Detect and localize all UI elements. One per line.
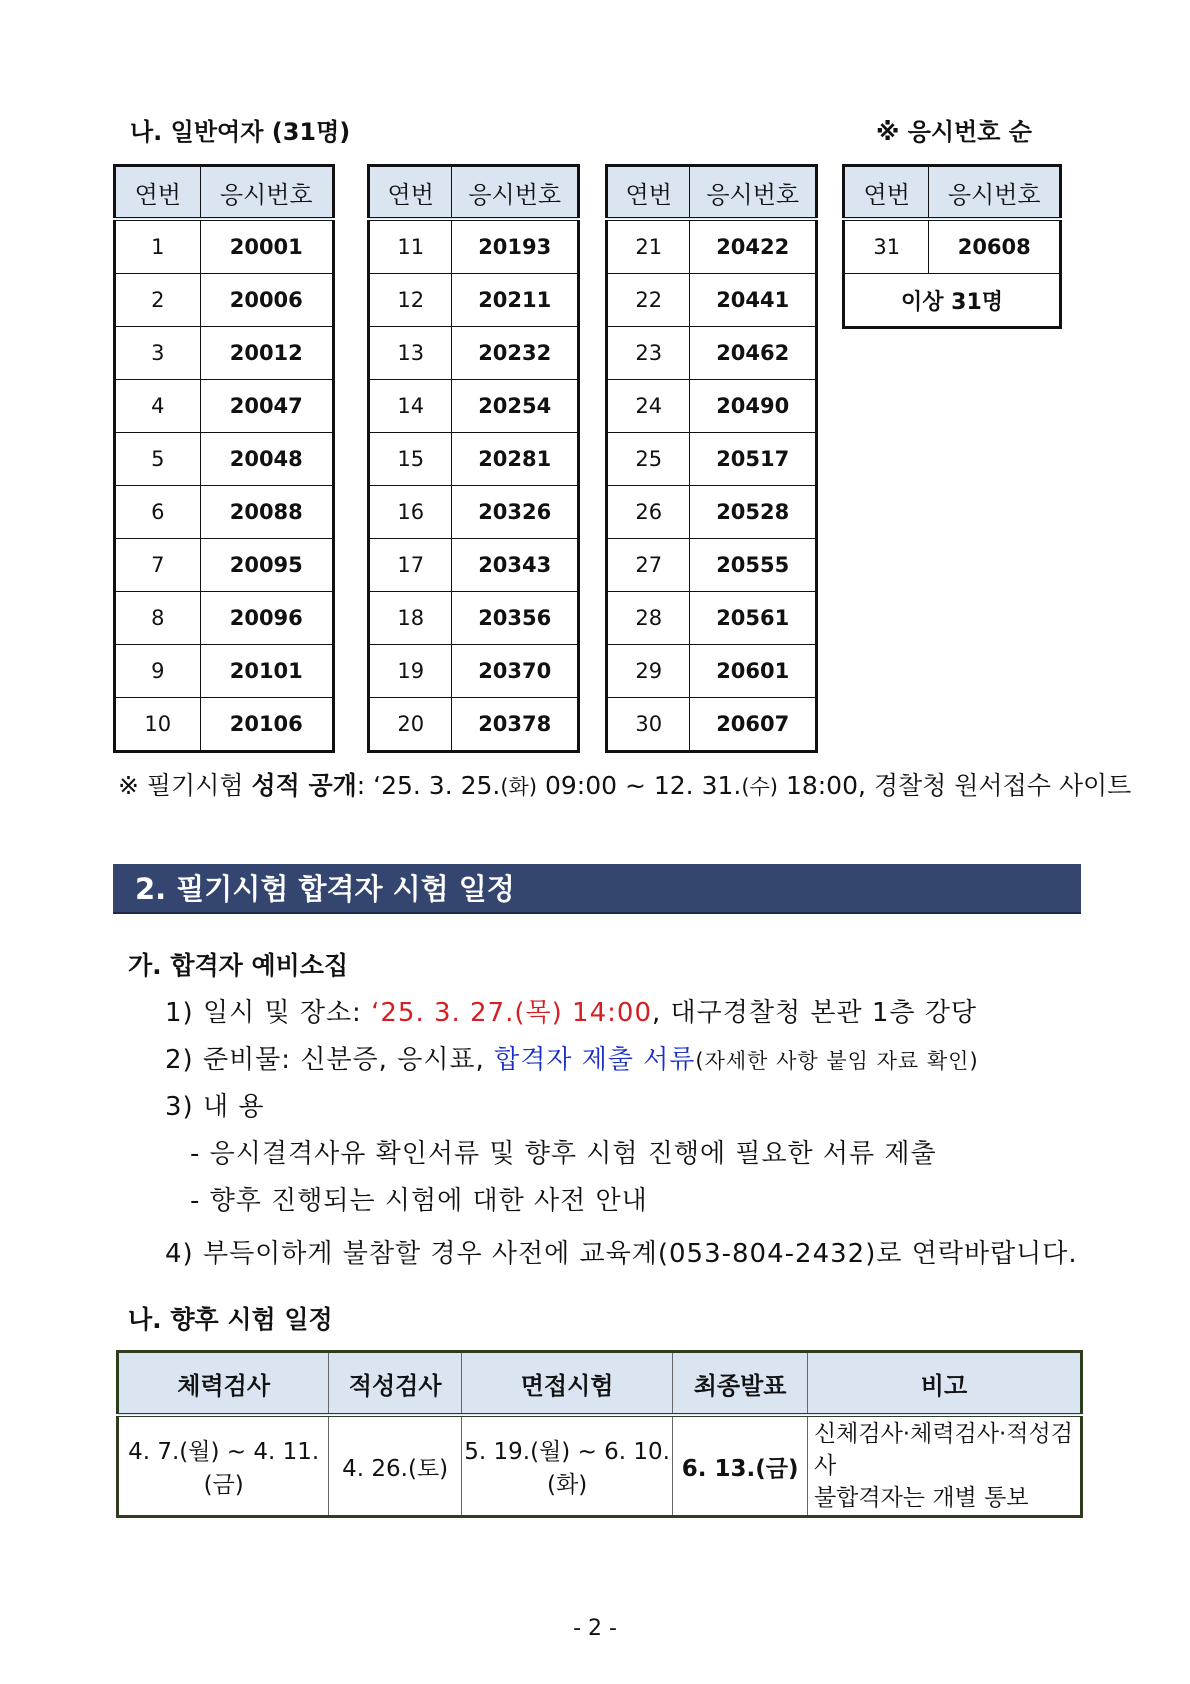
table-row <box>369 380 579 433</box>
applicant-table-4 <box>842 164 1062 329</box>
item-2-note: (자세한 사항 붙임 자료 확인) <box>695 1049 979 1073</box>
seq-cell: 10 <box>115 698 201 752</box>
seq-cell: 3 <box>115 327 201 380</box>
table-row <box>115 433 334 486</box>
fitness-dates: 4. 7.(월) ~ 4. 11.(금) <box>118 1415 329 1517</box>
table-row <box>607 219 817 274</box>
seq-cell: 14 <box>369 380 452 433</box>
page-number: - 2 - <box>573 1616 617 1641</box>
item-1-label: 1) 일시 및 장소: <box>165 998 372 1028</box>
applicant-id-cell: 20608 <box>929 219 1061 274</box>
seq-header: 연번 <box>844 166 929 220</box>
seq-header: 연번 <box>369 166 452 220</box>
applicant-id-cell: 20095 <box>200 539 333 592</box>
seq-cell: 1 <box>115 219 201 274</box>
total-row <box>844 274 1061 328</box>
seq-cell: 29 <box>607 645 690 698</box>
item-3-b: - 향후 진행되는 시험에 대한 사전 안내 <box>190 1186 648 1216</box>
table-row <box>369 592 579 645</box>
table-row <box>607 486 817 539</box>
section-2-title: 2. 필기시험 합격자 시험 일정 <box>113 864 1081 914</box>
seq-cell: 11 <box>369 219 452 274</box>
seq-cell: 12 <box>369 274 452 327</box>
note-day1: (화) <box>500 775 538 799</box>
applicant-id-cell: 20048 <box>200 433 333 486</box>
header-interview: 면접시험 <box>461 1352 672 1416</box>
applicant-id-cell: 20326 <box>452 486 579 539</box>
table-row <box>115 592 334 645</box>
table-row <box>607 592 817 645</box>
table-row <box>607 645 817 698</box>
id-header: 응시번호 <box>690 166 817 220</box>
table-row <box>607 539 817 592</box>
schedule-row <box>118 1415 1082 1517</box>
remark-line-1: 신체검사·체력검사·적성검사 <box>813 1421 1073 1479</box>
section-title: 나. 일반여자 (31명) <box>130 118 351 146</box>
seq-cell: 16 <box>369 486 452 539</box>
table-row <box>607 327 817 380</box>
applicant-id-cell: 20343 <box>452 539 579 592</box>
item-3-a: - 응시결격사유 확인서류 및 향후 시험 진행에 필요한 서류 제출 <box>190 1139 937 1169</box>
table-row <box>369 645 579 698</box>
note-day2: (수) <box>741 775 778 799</box>
applicant-id-cell: 20106 <box>200 698 333 752</box>
table-header-row <box>607 166 817 220</box>
applicant-id-cell: 20211 <box>452 274 579 327</box>
seq-header: 연번 <box>115 166 201 220</box>
table-row <box>369 219 579 274</box>
seq-cell: 5 <box>115 433 201 486</box>
seq-cell: 24 <box>607 380 690 433</box>
id-header: 응시번호 <box>200 166 333 220</box>
applicant-id-cell: 20356 <box>452 592 579 645</box>
order-note: ※ 응시번호 순 <box>876 118 1032 146</box>
applicant-table-3 <box>605 164 818 753</box>
table-header-row <box>844 166 1061 220</box>
table-row <box>115 274 334 327</box>
table-row <box>115 486 334 539</box>
seq-cell: 2 <box>115 274 201 327</box>
item-4: 4) 부득이하게 불참할 경우 사전에 교육계(053-804-2432)로 연락바랍니다. <box>165 1239 1078 1269</box>
header-final: 최종발표 <box>673 1352 808 1416</box>
table-row <box>607 433 817 486</box>
table-row <box>844 219 1061 274</box>
applicant-id-cell: 20561 <box>690 592 817 645</box>
note-date-end: 09:00 ~ 12. 31. <box>537 771 742 800</box>
applicant-id-cell: 20490 <box>690 380 817 433</box>
item-3: 3) 내 용 <box>165 1092 265 1122</box>
table-row <box>115 539 334 592</box>
seq-cell: 30 <box>607 698 690 752</box>
item-1-place: , 대구경찰청 본관 1층 강당 <box>652 998 978 1028</box>
id-header: 응시번호 <box>929 166 1061 220</box>
note-site: 18:00, 경찰청 원서접수 사이트 <box>778 771 1132 800</box>
seq-cell: 15 <box>369 433 452 486</box>
schedule-header-row <box>118 1352 1082 1416</box>
table-row <box>607 380 817 433</box>
subsection-b-title: 나. 향후 시험 일정 <box>128 1305 333 1334</box>
header-fitness: 체력검사 <box>118 1352 329 1416</box>
seq-header: 연번 <box>607 166 690 220</box>
seq-cell: 22 <box>607 274 690 327</box>
seq-cell: 7 <box>115 539 201 592</box>
table-row <box>369 698 579 752</box>
applicant-id-cell: 20101 <box>200 645 333 698</box>
seq-cell: 13 <box>369 327 452 380</box>
item-2 <box>165 1039 979 1076</box>
seq-cell: 18 <box>369 592 452 645</box>
table-row <box>115 327 334 380</box>
applicant-id-cell: 20088 <box>200 486 333 539</box>
id-header: 응시번호 <box>452 166 579 220</box>
applicant-id-cell: 20370 <box>452 645 579 698</box>
applicant-id-cell: 20232 <box>452 327 579 380</box>
table-row <box>369 327 579 380</box>
applicant-id-cell: 20096 <box>200 592 333 645</box>
applicant-table-2 <box>367 164 580 753</box>
table-row <box>115 219 334 274</box>
header-remark: 비고 <box>807 1352 1081 1416</box>
subsection-a-title: 가. 합격자 예비소집 <box>128 951 349 980</box>
seq-cell: 23 <box>607 327 690 380</box>
seq-cell: 20 <box>369 698 452 752</box>
seq-cell: 28 <box>607 592 690 645</box>
aptitude-date: 4. 26.(토) <box>329 1415 462 1517</box>
item-2-label: 2) 준비물: 신분증, 응시표, <box>165 1045 495 1075</box>
seq-cell: 8 <box>115 592 201 645</box>
table-row <box>607 698 817 752</box>
table-row <box>607 274 817 327</box>
applicant-id-cell: 20006 <box>200 274 333 327</box>
applicant-id-cell: 20047 <box>200 380 333 433</box>
applicant-id-cell: 20281 <box>452 433 579 486</box>
final-date: 6. 13.(금) <box>673 1415 808 1517</box>
applicant-id-cell: 20555 <box>690 539 817 592</box>
table-row <box>369 433 579 486</box>
applicant-id-cell: 20601 <box>690 645 817 698</box>
item-1-datetime: ‘25. 3. 27.(목) 14:00 <box>371 998 652 1028</box>
total-count: 이상 31명 <box>844 274 1061 328</box>
applicant-id-cell: 20528 <box>690 486 817 539</box>
applicant-id-cell: 20422 <box>690 219 817 274</box>
table-row <box>115 698 334 752</box>
schedule-table <box>116 1350 1083 1518</box>
remark-line-2: 불합격자는 개별 통보 <box>813 1485 1029 1511</box>
table-row <box>369 486 579 539</box>
note-bold: 성적 공개 <box>251 771 357 800</box>
applicant-id-cell: 20193 <box>452 219 579 274</box>
table-row <box>115 645 334 698</box>
seq-cell: 25 <box>607 433 690 486</box>
item-1 <box>165 992 977 1029</box>
seq-cell: 26 <box>607 486 690 539</box>
seq-cell: 9 <box>115 645 201 698</box>
applicant-id-cell: 20441 <box>690 274 817 327</box>
seq-cell: 6 <box>115 486 201 539</box>
seq-cell: 17 <box>369 539 452 592</box>
table-row <box>369 539 579 592</box>
applicant-id-cell: 20607 <box>690 698 817 752</box>
seq-cell: 4 <box>115 380 201 433</box>
applicant-id-cell: 20012 <box>200 327 333 380</box>
applicant-id-cell: 20517 <box>690 433 817 486</box>
seq-cell: 19 <box>369 645 452 698</box>
table-row <box>369 274 579 327</box>
item-2-documents: 합격자 제출 서류 <box>494 1045 696 1075</box>
table-header-row <box>369 166 579 220</box>
table-header-row <box>115 166 334 220</box>
remark-cell <box>807 1415 1081 1517</box>
score-release-note <box>118 766 1131 802</box>
interview-dates: 5. 19.(월) ~ 6. 10.(화) <box>461 1415 672 1517</box>
applicant-id-cell: 20254 <box>452 380 579 433</box>
seq-cell: 31 <box>844 219 929 274</box>
seq-cell: 27 <box>607 539 690 592</box>
applicant-id-cell: 20462 <box>690 327 817 380</box>
note-date-start: : ‘25. 3. 25. <box>356 771 501 800</box>
note-prefix: ※ 필기시험 <box>118 771 252 800</box>
table-row <box>115 380 334 433</box>
applicant-table-1 <box>113 164 335 753</box>
seq-cell: 21 <box>607 219 690 274</box>
applicant-id-cell: 20378 <box>452 698 579 752</box>
header-aptitude: 적성검사 <box>329 1352 462 1416</box>
applicant-id-cell: 20001 <box>200 219 333 274</box>
